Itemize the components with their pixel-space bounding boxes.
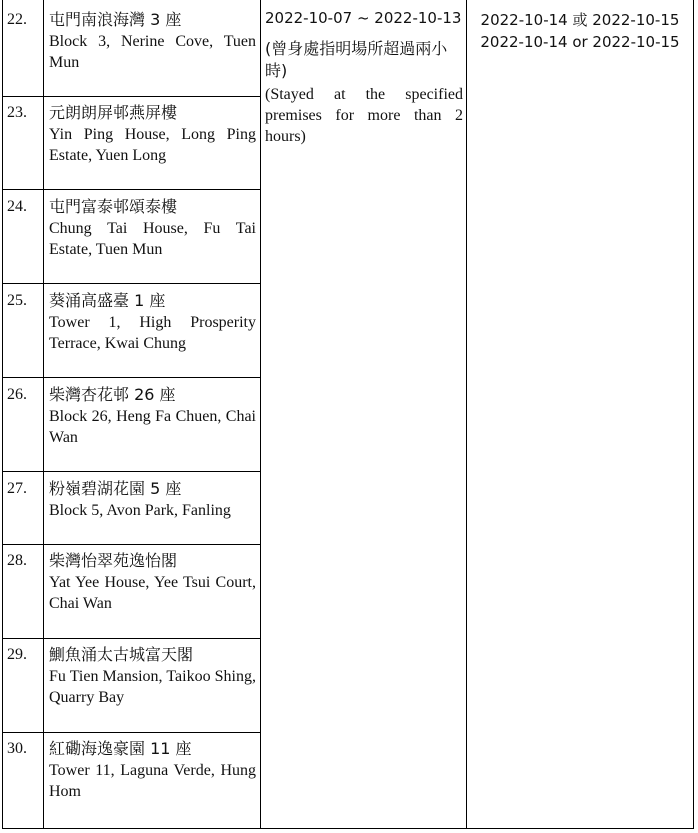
location-english: Tower 1, High Prosperity Terrace, Kwai Chung	[49, 314, 256, 352]
row-divider	[2, 189, 260, 190]
row-number: 25.	[7, 292, 27, 309]
row-number: 24.	[7, 198, 27, 215]
location-english: Block 5, Avon Park, Fanling	[49, 502, 231, 519]
location-cell	[49, 644, 256, 708]
location-cell	[49, 290, 256, 354]
location-chinese: 屯門富泰邨頌泰樓	[49, 197, 178, 216]
row-number: 28.	[7, 552, 27, 569]
location-chinese: 柴灣怡翠苑逸怡閣	[49, 551, 178, 570]
location-cell	[49, 102, 256, 166]
location-chinese: 鰂魚涌太古城富天閣	[49, 645, 194, 664]
location-cell	[49, 384, 256, 448]
location-cell	[49, 550, 256, 614]
row-divider	[2, 377, 260, 378]
row-divider	[2, 96, 260, 97]
column-divider	[260, 0, 261, 829]
location-english: Chung Tai House, Fu Tai Estate, Tuen Mun	[49, 220, 256, 258]
location-english: Yin Ping House, Long Ping Estate, Yuen Long	[49, 126, 256, 164]
location-english: Block 3, Nerine Cove, Tuen Mun	[49, 33, 256, 71]
location-chinese: 屯門南浪海灣 3 座	[49, 10, 182, 29]
location-english: Fu Tien Mansion, Taikoo Shing, Quarry Bay	[49, 668, 256, 706]
location-cell	[49, 196, 256, 260]
row-number: 26.	[7, 386, 27, 403]
visit-date-range: 2022-10-07 ~ 2022-10-13	[265, 9, 462, 27]
row-divider	[2, 471, 260, 472]
row-number: 22.	[7, 11, 27, 28]
location-chinese: 紅磡海逸豪園 11 座	[49, 739, 192, 758]
row-divider	[2, 283, 260, 284]
location-chinese: 葵涌高盛臺 1 座	[49, 291, 166, 310]
location-chinese: 元朗朗屏邨燕屏樓	[49, 103, 178, 122]
location-cell	[49, 9, 256, 73]
row-divider	[2, 544, 260, 545]
location-english: Tower 11, Laguna Verde, Hung Hom	[49, 762, 256, 800]
column-divider	[466, 0, 467, 829]
location-chinese: 柴灣杏花邨 26 座	[49, 385, 176, 404]
location-english: Yat Yee House, Yee Tsui Court, Chai Wan	[49, 574, 256, 612]
row-number: 23.	[7, 104, 27, 121]
location-cell	[49, 738, 256, 802]
location-chinese: 粉嶺碧湖花園 5 座	[49, 479, 182, 498]
visit-note-chinese: (曾身處指明場所超過兩小時)	[265, 39, 448, 80]
location-cell	[49, 478, 256, 521]
test-date-chinese: 2022-10-14 或 2022-10-15	[480, 11, 680, 29]
visit-date-cell	[265, 8, 463, 147]
row-divider	[2, 638, 260, 639]
test-date-cell	[468, 9, 692, 53]
column-divider	[43, 0, 44, 829]
row-number: 27.	[7, 480, 27, 497]
location-english: Block 26, Heng Fa Chuen, Chai Wan	[49, 408, 256, 446]
test-date-english: 2022-10-14 or 2022-10-15	[480, 33, 680, 51]
visit-note-english: (Stayed at the specified premises for more than 2 hours)	[265, 86, 463, 145]
row-number: 29.	[7, 646, 27, 663]
row-divider	[2, 732, 260, 733]
row-number: 30.	[7, 740, 27, 757]
